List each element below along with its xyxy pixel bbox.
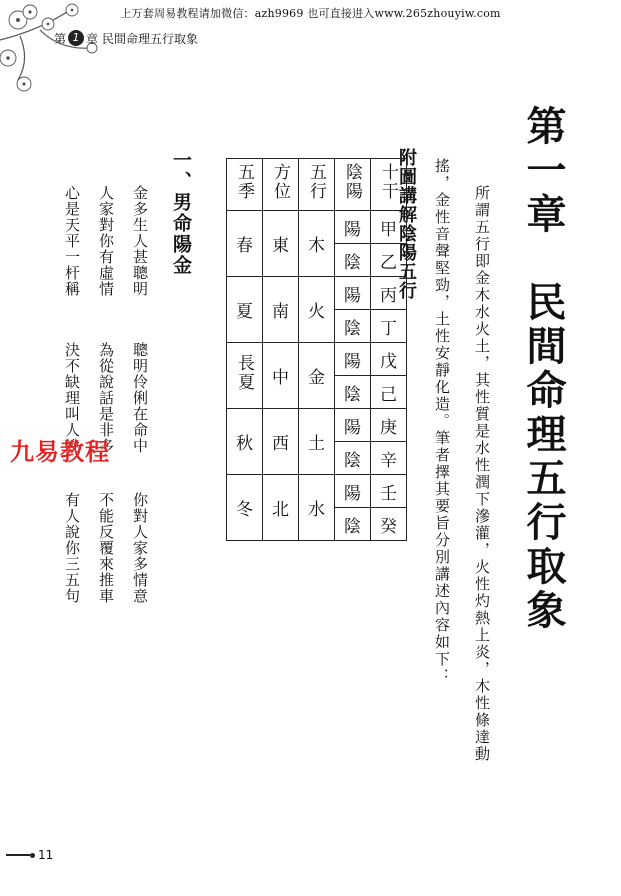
table-cell: 陰 [335,442,371,475]
poem-line: 你對人家多情意 [131,492,149,604]
table-cell: 東 [263,211,299,277]
table-cell: 陽 [335,409,371,442]
poem-line: 不能反覆來推車 [97,492,115,604]
poem-line: 金多生人甚聰明 [131,185,149,297]
page-number [6,848,53,862]
table-cell: 十干 [371,159,407,211]
table-cell: 秋 [227,409,263,475]
table-cell: 土 [299,409,335,475]
intro-line-2: 搖，金性音聲堅勁，土性安靜化造。筆者擇其要旨分別講述內容如下： [433,158,451,685]
table-cell: 戊 [371,343,407,376]
table-cell: 陰 [335,244,371,277]
top-banner: 上万套周易教程请加微信：azh9969 也可直接进入www.265zhouyiw.com [120,7,501,20]
page-number-rule [6,854,30,856]
intro-line-1: 所謂五行即金木水火土，其性質是水性潤下滲灌，火性灼熱上炎，木性條達動 [473,185,491,763]
table-cell: 陰 [335,310,371,343]
poem-line: 為從說話是非多 [97,342,115,454]
table-cell: 丁 [371,310,407,343]
poem-line: 人家對你有虛情 [97,185,115,297]
blossom-decoration [0,0,150,120]
table-cell: 金 [299,343,335,409]
table-cell: 水 [299,475,335,541]
table-cell: 陽 [335,211,371,244]
table-cell: 己 [371,376,407,409]
poem-line: 有人說你三五句 [63,492,81,604]
table-cell: 長夏 [227,343,263,409]
table-cell: 中 [263,343,299,409]
table-cell: 南 [263,277,299,343]
table-cell: 陽 [335,277,371,310]
table-cell: 冬 [227,475,263,541]
header-prefix: 第 [54,31,67,46]
page-number-text: 11 [38,848,54,862]
table-cell: 癸 [371,508,407,541]
table-cell: 庚 [371,409,407,442]
watermark: 九易教程 [10,438,110,466]
table-cell: 乙 [371,244,407,277]
table-cell: 陽 [335,475,371,508]
table-cell: 辛 [371,442,407,475]
table-cell: 木 [299,211,335,277]
table-title: 附圖講解陰陽五行 [396,148,417,300]
chapter-title: 第一章 民間命理五行取象 [520,105,567,633]
table-cell: 方位 [263,159,299,211]
table-cell: 陰 [335,508,371,541]
table-cell: 火 [299,277,335,343]
table-cell: 陰陽 [335,159,371,211]
header-suffix: 章 [86,31,99,46]
table-cell: 壬 [371,475,407,508]
table-cell: 丙 [371,277,407,310]
section-heading: 一、男命陽金 [170,150,192,276]
table-cell: 夏 [227,277,263,343]
poem-line: 決不缺理叫人說 [63,342,81,454]
table-cell: 北 [263,475,299,541]
table-cell: 甲 [371,211,407,244]
table-cell: 陽 [335,343,371,376]
table-cell: 陰 [335,376,371,409]
table-cell: 春 [227,211,263,277]
poem-line: 聰明伶俐在命中 [131,342,149,454]
running-header [54,28,198,48]
table-cell: 西 [263,409,299,475]
yin-yang-five-elements-table [226,158,407,541]
table-cell: 五季 [227,159,263,211]
poem-line: 心是天平一杆稱 [63,185,81,297]
chapter-number-badge: 1 [68,30,84,46]
header-title: 民間命理五行取象 [102,31,199,46]
page-number-dot [30,853,35,858]
table-cell: 五行 [299,159,335,211]
